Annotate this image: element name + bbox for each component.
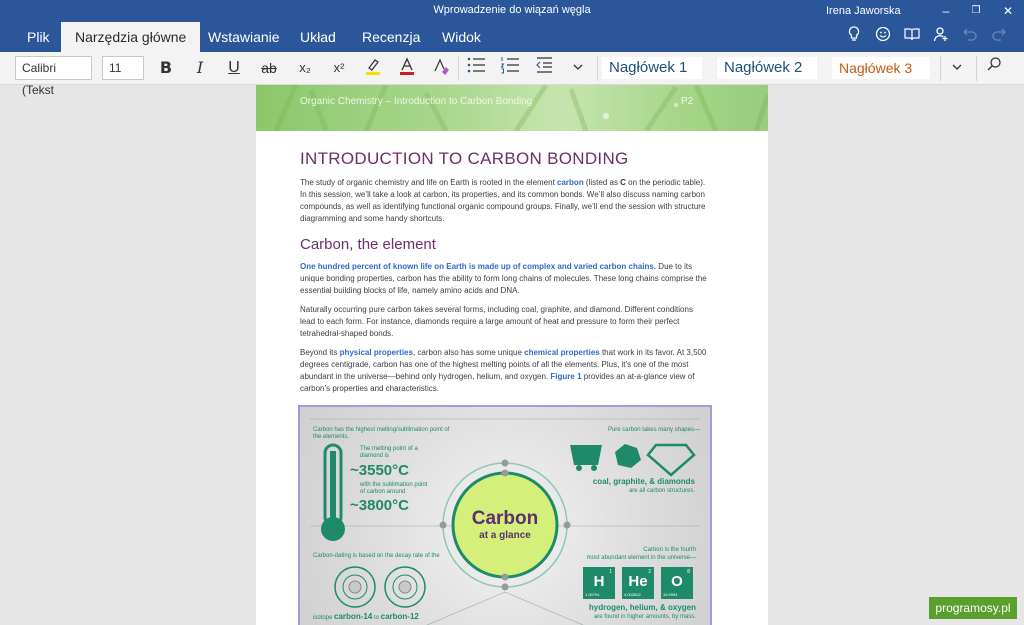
page-header-text: Organic Chemistry – Introduction to Carbon Bonding [300, 96, 533, 107]
center-subtitle: at a glance [479, 530, 531, 541]
isotope-line: isotope carbon-14 to carbon-12 [313, 612, 419, 621]
chevron-down-icon[interactable] [565, 56, 591, 80]
user-name[interactable]: Irena Jaworska [826, 5, 901, 17]
section-heading: Carbon, the element [300, 236, 436, 253]
sublimation-value: ~3800°C [350, 497, 409, 514]
smiley-icon[interactable] [872, 26, 894, 48]
ribbon [0, 52, 1024, 97]
tab-file[interactable]: Plik [27, 29, 50, 45]
sublimation-label: with the sublimation point of carbon around [360, 482, 428, 495]
bold-button[interactable]: B [159, 58, 173, 77]
clear-formatting-icon[interactable] [428, 56, 454, 80]
carbon-infographic[interactable] [298, 405, 712, 625]
physical-properties-link[interactable]: physical properties [339, 348, 413, 357]
font-color-icon[interactable] [394, 56, 420, 80]
minimize-button[interactable]: – [942, 4, 950, 18]
elements-note: are found in higher amounts, by mass. [593, 614, 696, 620]
melting-value: ~3550°C [350, 462, 409, 479]
abundant-line-2: most abundant element in the universe— [586, 555, 696, 561]
book-icon[interactable] [901, 26, 923, 48]
close-button[interactable]: ✕ [1002, 4, 1014, 18]
tab-review[interactable]: Recenzja [362, 29, 421, 45]
highlight-icon[interactable] [360, 56, 386, 80]
shapes-title: Pure carbon takes many shapes— [607, 427, 700, 433]
element-tile-oxygen: 8 O 15.9994 [663, 569, 690, 597]
decrease-indent-icon[interactable] [531, 56, 557, 80]
watermark-badge: programosy.pl [929, 597, 1017, 619]
tab-view[interactable]: Widok [442, 29, 481, 45]
figure-1-link[interactable]: Figure 1 [550, 372, 582, 381]
ribbon-separator [940, 56, 941, 81]
font-name-input[interactable]: Calibri (Tekst [15, 56, 92, 80]
carbon-link[interactable]: carbon [557, 178, 584, 187]
dating-title: Carbon-dating is based on the decay rate of the [313, 553, 440, 559]
redo-icon[interactable] [988, 26, 1010, 48]
center-title: Carbon [471, 508, 539, 529]
abundant-line-1: Carbon is the fourth [643, 547, 696, 553]
undo-icon[interactable] [959, 26, 981, 48]
strikethrough-button[interactable]: ab [261, 60, 277, 76]
font-size-input[interactable]: 11 [102, 56, 144, 80]
title-bar [0, 0, 1024, 52]
element-tile-hydrogen: 1 H 1.00794 [585, 569, 612, 597]
search-icon[interactable] [981, 56, 1007, 80]
shapes-note: are all carbon structures. [628, 488, 695, 494]
document-page[interactable] [256, 85, 768, 625]
tab-home[interactable]: Narzędzia główne [61, 22, 200, 52]
style-heading-2[interactable]: Nagłówek 2 [717, 57, 817, 79]
intro-paragraph[interactable]: The study of organic chemistry and life on Earth is rooted in the element carbon (listed as C on the periodic table). In this session, we’ll take a look at carbon, its properties, and its common bonds. We’ll also discuss naming carbon compounds, as well as identifying functional organic compound groups. Finally, we’ll end the session with structure diagramming and some handy shortcuts. [300, 178, 706, 223]
style-heading-1[interactable]: Nagłówek 1 [602, 57, 702, 79]
paragraph-carbon-forms[interactable]: Naturally occurring pure carbon takes several forms, including coal, graphite, and diamond. Different conditions lead to each form. For instance, diamonds require a large amount of heat and pressure to form their perfect tetrahedral-shaped bonds. [300, 305, 693, 338]
styles-chevron-down-icon[interactable] [944, 56, 970, 80]
tab-insert[interactable]: Wstawianie [208, 29, 280, 45]
underline-button[interactable]: U [228, 59, 240, 76]
ribbon-separator [458, 56, 459, 81]
paragraph-carbon-chains[interactable]: One hundred percent of known life on Earth is made up of complex and varied carbon chains. Due to its unique bonding properties, carbon has the ability to form long chains of molecules. These long chains comprise the essential building blocks of life, namely amino acids and DNA. [300, 262, 707, 295]
bullets-icon[interactable] [463, 56, 489, 80]
elements-names: hydrogen, helium, & oxygen [588, 603, 696, 612]
restore-button[interactable]: ❐ [971, 5, 981, 16]
paragraph-properties[interactable]: Beyond its physical properties, carbon also has some unique chemical properties that work in its favor. At 3,500 degrees centigrade, carbon has one of the highest melting points of all the elements. Plus, it’s one of the most abundant in the universe—behind only hydrogen, helium, and oxygen. Figure 1 provides an at-a-glance view of carbon’s properties and characteristics. [300, 348, 707, 393]
ribbon-separator [976, 56, 977, 81]
ribbon-separator [597, 56, 598, 81]
page-number: P2 [681, 96, 694, 107]
chemical-properties-link[interactable]: chemical properties [524, 348, 600, 357]
italic-button[interactable]: I [196, 58, 204, 77]
document-title: INTRODUCTION TO CARBON BONDING [300, 149, 629, 168]
melting-point-label: The melting point of a diamond is [360, 446, 418, 459]
melting-title: Carbon has the highest melting/sublimation point of the elements. [313, 427, 450, 440]
window-title: Wprowadzenie do wiązań węgla [433, 4, 591, 16]
subscript-button[interactable]: x₂ [299, 60, 311, 75]
grass-background [256, 85, 768, 131]
superscript-button[interactable]: x² [333, 60, 345, 75]
tab-layout[interactable]: Układ [300, 29, 336, 45]
style-heading-3[interactable]: Nagłówek 3 [832, 57, 930, 79]
lightbulb-icon[interactable] [843, 26, 865, 48]
numbering-icon[interactable] [497, 56, 523, 80]
shapes-names: coal, graphite, & diamonds [592, 477, 695, 486]
page-header-banner [256, 85, 768, 131]
element-tile-helium: 2 He 4.002602 [624, 569, 651, 597]
person-add-icon[interactable] [930, 26, 952, 48]
